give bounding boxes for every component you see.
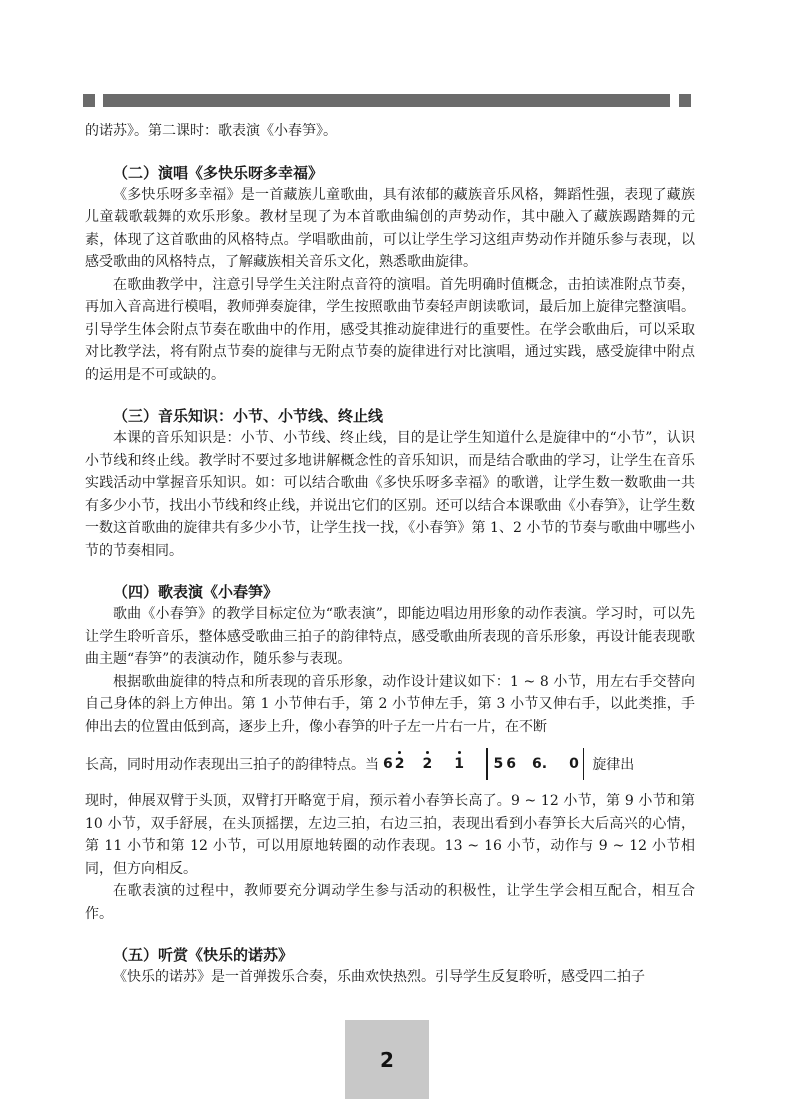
note: 6 (506, 756, 516, 772)
note-dotted: 6. (532, 756, 548, 772)
page-content (85, 120, 695, 989)
inline-text-before-notation: 长高，同时用动作表现出三拍子的韵律特点。当 (85, 757, 379, 773)
note-high: 1 (454, 756, 464, 772)
section-heading-4: （四）歌表演《小春笋》 (113, 583, 279, 601)
header-bar (103, 94, 670, 107)
section-4-paragraph-2-cont: 现时，伸展双臂于头顶，双臂打开略宽于肩，预示着小春笋长高了。9 ~ 12 小节，第 9 小节和第 10 小节，双手舒展，在头顶摇摆，左边三拍，右边三拍，表现出看到小春笋长大后高兴的心情，第 11 小节和第 12 小节，可以用原地转圈的动作表现。13 ~ 16 小节，动作与 9 ~ 12 小节相同，但方向相反。 (85, 793, 695, 877)
section-3-paragraph-1: 本课的音乐知识是：小节、小节线、终止线，目的是让学生知道什么是旋律中的“小节”，认识小节线和终止线。教学时不要过多地讲解概念性的音乐知识，而是结合歌曲的学习，让学生在音乐实践活动中掌握音乐知识。如：可以结合歌曲《多快乐呀多幸福》的歌谱，让学生数一数歌曲一共有多少小节，找出小节线和终止线，并说出它们的区别。还可以结合本课歌曲《小春笋》，让学生数一数这首歌曲的旋律共有多少小节，让学生找一找，《小春笋》第 1、2 小节的节奏与歌曲中哪些小节的节奏相同。 (85, 430, 695, 559)
section-4-paragraph-2: 根据歌曲旋律的特点和所表现的音乐形象，动作设计建议如下：1 ~ 8 小节，用左右手交替向自己身体的斜上方伸出。第 1 小节伸右手，第 2 小节伸左手，第 3 小节又伸右手，以此类推，手伸出去的位置由低到高，逐步上升，像小春笋的叶子左一片右一片，在不断 (85, 673, 695, 735)
continuation-line: 的诺苏》。第二课时：歌表演《小春笋》。 (85, 123, 337, 139)
section-4-paragraph-3: 在歌表演的过程中，教师要充分调动学生参与活动的积极性，让学生学会相互配合，相互合作。 (85, 883, 695, 922)
section-heading-5: （五）听赏《快乐的诺苏》 (113, 946, 294, 964)
page-number-box (345, 1020, 429, 1099)
note-high: 2 (422, 756, 433, 772)
note: 5 (493, 756, 504, 772)
bar-line (583, 748, 585, 780)
header-bar-left (83, 94, 95, 107)
inline-text-after-notation: 旋律出 (592, 757, 635, 773)
rest: 0 (569, 756, 579, 772)
header-bar-right (679, 94, 691, 107)
section-heading-2: （二）演唱《多快乐呀多幸福》 (113, 163, 324, 182)
note: 6 (383, 756, 393, 772)
jianpu-notation (383, 748, 586, 780)
notation-line (85, 738, 695, 790)
section-4-paragraph-1: 歌曲《小春笋》的教学目标定位为“歌表演”，即能边唱边用形象的动作表演。学习时，可以先让学生聆听音乐，整体感受歌曲三拍子的韵律特点，感受歌曲所表现的音乐形象，再设计能表现歌曲主题“春笋”的表演动作，随乐参与表现。 (85, 606, 695, 667)
bar-line (486, 748, 488, 780)
page-number: 2 (380, 1047, 394, 1072)
section-2-paragraph-2: 在歌曲教学中，注意引导学生关注附点音符的演唱。首先明确时值概念，击拍读准附点节奏，再加入音高进行模唱，教师弹奏旋律，学生按照歌曲节奏轻声朗读歌词，最后加上旋律完整演唱。引导学生体会附点节奏在歌曲中的作用，感受其推动旋律进行的重要性。在学会歌曲后，可以采取对比教学法，将有附点节奏的旋律与无附点节奏的旋律进行对比演唱，通过实践，感受旋律中附点的运用是不可或缺的。 (85, 276, 695, 383)
note-high: 2 (394, 756, 405, 772)
section-5-paragraph-1: 《快乐的诺苏》是一首弹拨乐合奏，乐曲欢快热烈。引导学生反复聆听，感受四二拍子 (113, 969, 645, 985)
section-2-paragraph-1: 《多快乐呀多幸福》是一首藏族儿童歌曲，具有浓郁的藏族音乐风格，舞蹈性强，表现了藏族儿童载歌载舞的欢乐形象。教材呈现了为本首歌曲编创的声势动作，其中融入了藏族踢踏舞的元素，体现了这首歌曲的风格特点。学唱歌曲前，可以让学生学习这组声势动作并随乐参与表现，以感受歌曲的风格特点，了解藏族相关音乐文化，熟悉歌曲旋律。 (85, 186, 695, 270)
section-heading-3: （三）音乐知识：小节、小节线、终止线 (113, 407, 384, 425)
